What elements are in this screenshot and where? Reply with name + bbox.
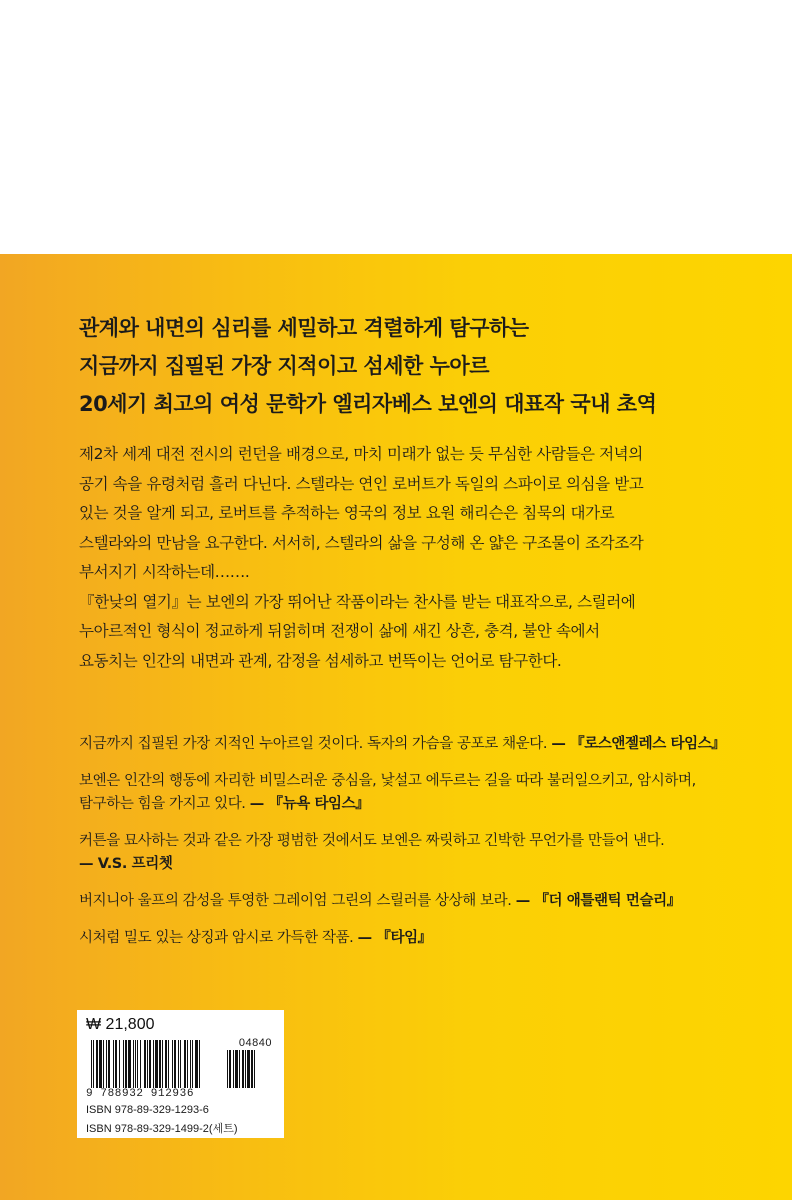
description-line: 누아르적인 형식이 정교하게 뒤얽히며 전쟁이 삶에 새긴 상흔, 충격, 불안 속에서 [79, 622, 600, 640]
synopsis-line: 부서지기 시작하는데……. [79, 563, 250, 581]
headline-line: 20세기 최고의 여성 문학가 엘리자베스 보엔의 대표작 국내 초역 [79, 392, 657, 416]
review-quote [79, 733, 739, 756]
synopsis-line: 제2차 세계 대전 전시의 런던을 배경으로, 마치 미래가 없는 듯 무심한 사람들은 저녁의 [79, 445, 643, 463]
headline [79, 309, 759, 423]
price-label: ₩ 21,800 [86, 1016, 155, 1033]
review-line [79, 793, 739, 816]
review-text: 버지니아 울프의 감성을 투영한 그레이엄 그린의 스릴러를 상상해 보라. [79, 893, 512, 909]
description-line: 요동치는 인간의 내면과 관계, 감정을 섬세하고 번뜩이는 언어로 탐구한다. [79, 651, 562, 670]
synopsis-line: 스텔라와의 만남을 요구한다. 서서히, 스텔라의 삶을 구성해 온 얇은 구조물이 조각조각 [79, 533, 644, 552]
review-quote [79, 770, 739, 816]
review-line: 커튼을 묘사하는 것과 같은 가장 평범한 것에서도 보엔은 짜릿하고 긴박한 무언가를 만들어 낸다. [79, 833, 665, 849]
headline-line: 관계와 내면의 심리를 세밀하고 격렬하게 탐구하는 [79, 316, 529, 340]
review-source: — V.S. 프리쳇 [79, 856, 173, 872]
review-source: — 『더 애틀랜틱 먼슬리』 [515, 893, 681, 909]
review-text: 지금까지 집필된 가장 지적인 누아르일 것이다. 독자의 가슴을 공포로 채운다. [79, 736, 548, 752]
ean-digits: 9 788932 912936 [86, 1088, 195, 1100]
isbn-number: ISBN 978-89-329-1293-6 [86, 1104, 209, 1116]
synopsis [79, 440, 739, 676]
review-text: 시처럼 밀도 있는 상징과 암시로 가득한 작품. [79, 930, 354, 946]
synopsis-line: 공기 속을 유령처럼 흘러 다닌다. 스텔라는 연인 로버트가 독일의 스파이로 의심을 받고 [79, 474, 644, 493]
review-text: 탐구하는 힘을 가지고 있다. [79, 796, 246, 812]
review-line [79, 733, 739, 756]
addon-code: 04840 [238, 1037, 272, 1049]
review-source: — 『로스앤젤레스 타임스』 [551, 736, 726, 752]
review-quotes [79, 733, 739, 964]
description-line: 『한낮의 열기』는 보엔의 가장 뛰어난 작품이라는 찬사를 받는 대표작으로, 스릴러에 [79, 592, 636, 611]
review-quote [79, 830, 739, 876]
headline-line: 지금까지 집필된 가장 지적이고 섬세한 누아르 [79, 354, 489, 378]
addon-barcode-icon [227, 1050, 272, 1088]
review-source: — 『타임』 [357, 930, 432, 946]
isbn-set-number: ISBN 978-89-329-1499-2(세트) [86, 1123, 238, 1135]
review-line: 보엔은 인간의 행동에 자리한 비밀스러운 중심을, 낯설고 에두르는 길을 따라 불러일으키고, 암시하며, [79, 773, 696, 789]
review-line [79, 890, 739, 913]
review-quote [79, 890, 739, 913]
ean-barcode-icon [91, 1040, 221, 1088]
synopsis-line: 있는 것을 알게 되고, 로버트를 추적하는 영국의 정보 요원 해리슨은 침묵의 대가로 [79, 504, 615, 522]
isbn-barcode-block [77, 1010, 284, 1138]
blank-top-area [0, 0, 792, 254]
review-source: — 『뉴욕 타임스』 [249, 796, 370, 812]
review-quote [79, 927, 739, 950]
review-line [79, 927, 739, 950]
